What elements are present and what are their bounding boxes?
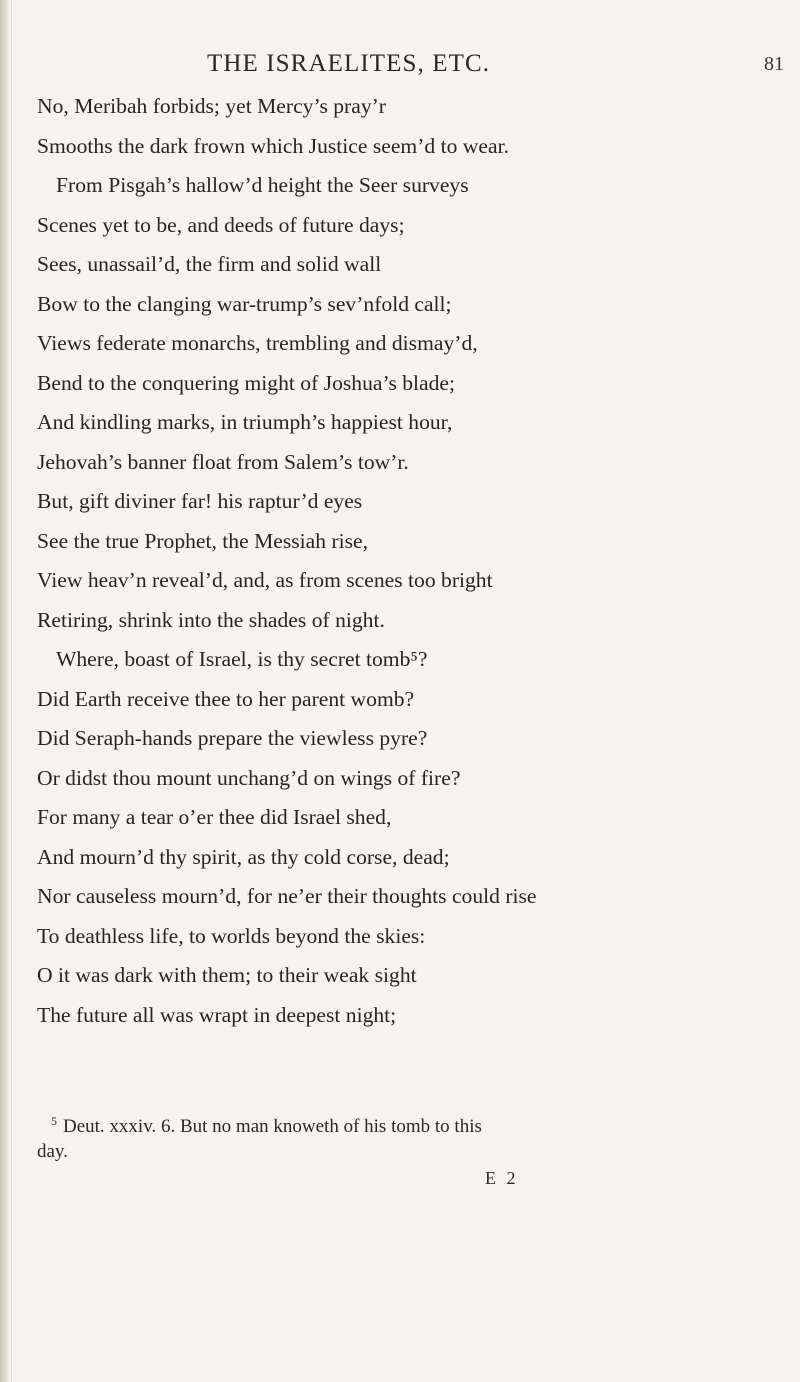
verse-line: Views federate monarchs, trembling and dismay’d, (37, 331, 478, 355)
footnote-line-continued: day. (37, 1141, 68, 1162)
verse-line: Bend to the conquering might of Joshua’s blade; (37, 370, 456, 395)
page-number: 81 (764, 53, 784, 75)
verse-line: Jehovah’s banner float from Salem’s tow’r. (37, 449, 409, 474)
verse-line: The future all was wrapt in deepest night; (37, 1002, 397, 1027)
verse-line: Sees, unassail’d, the firm and solid wall (37, 252, 382, 276)
verse-line: Smooths the dark frown which Justice seem’d to wear. (37, 133, 509, 158)
verse-line: And kindling marks, in triumph’s happiest hour, (37, 410, 453, 434)
verse-line: Retiring, shrink into the shades of night. (37, 607, 385, 632)
verse-line: Bow to the clanging war-trump’s sev’nfold call; (37, 291, 452, 316)
verse-line: Or didst thou mount unchang’d on wings of fire? (37, 765, 461, 790)
verse-line: Scenes yet to be, and deeds of future days; (37, 212, 405, 237)
verse-line: Nor causeless mourn’d, for ne’er their thoughts could rise (37, 884, 537, 908)
verse-line: Where, boast of Israel, is thy secret tomb⁵? (56, 647, 428, 671)
footnote-line (37, 1114, 792, 1139)
footnote-marker: 5 (51, 1113, 57, 1128)
verse-line: From Pisgah’s hallow’d height the Seer surveys (56, 173, 469, 197)
verse-line: No, Meribah forbids; yet Mercy’s pray’r (37, 94, 387, 118)
verse-line: See the true Prophet, the Messiah rise, (37, 528, 369, 553)
verse-line: Did Seraph-hands prepare the viewless pyre? (37, 726, 428, 750)
verse-line: For many a tear o’er thee did Israel shed, (37, 805, 392, 829)
footnote-text: Deut. xxxiv. 6. But no man knoweth of his tomb to this (63, 1116, 482, 1137)
verse-line: And mourn’d thy spirit, as thy cold corse, dead; (37, 844, 450, 869)
verse-line: View heav’n reveal’d, and, as from scenes too bright (37, 568, 493, 592)
page-header (0, 50, 800, 84)
page-binding-edge (0, 0, 10, 1382)
signature-mark: E 2 (485, 1168, 519, 1188)
verse-line: O it was dark with them; to their weak sight (37, 963, 417, 987)
footnote (37, 1114, 792, 1164)
verse-line: Did Earth receive thee to her parent womb? (37, 686, 415, 711)
verse-line: But, gift diviner far! his raptur’d eyes (37, 489, 363, 513)
running-title: THE ISRAELITES, ETC. (207, 50, 491, 77)
verse-line: To deathless life, to worlds beyond the skies: (37, 923, 426, 948)
page-gutter-line (11, 0, 12, 1382)
